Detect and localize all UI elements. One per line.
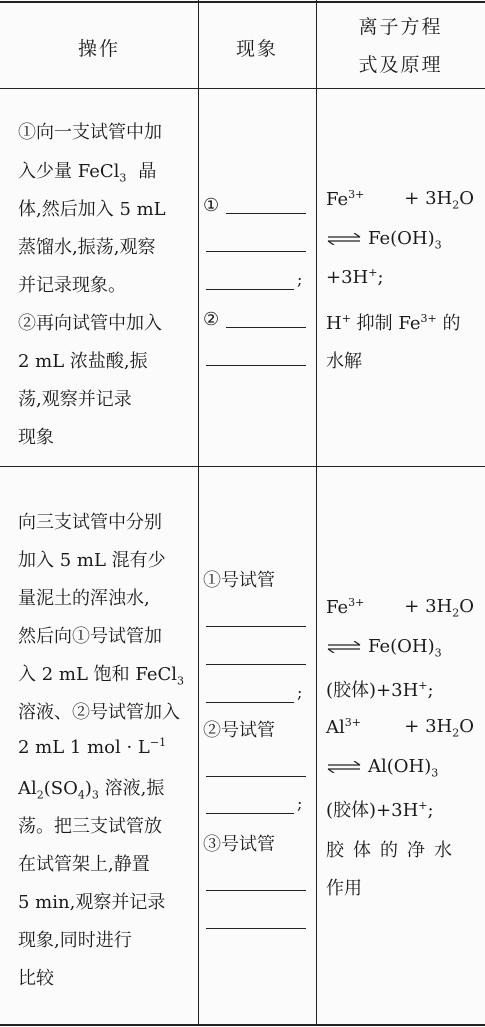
row2-phen-semicolon: ; (297, 794, 303, 813)
row2-equation-line: $Al^{3+}$ + $3H_2O$ (326, 716, 474, 740)
header-operation: 操作 (77, 38, 120, 60)
tube-2-label: ②号试管 (203, 720, 275, 741)
header-principle-line1: 离子方程 (358, 16, 443, 38)
row2-op-line: 然后向①号试管加 (18, 626, 162, 647)
row-divider (0, 466, 485, 467)
row2-principle-text: 胶体的净水 (326, 840, 461, 861)
row1-op-line: 并记录现象。 (18, 275, 126, 296)
equilibrium-arrow-icon (326, 641, 362, 653)
row2-op-line: 比较 (18, 968, 54, 989)
row1-op-line: 入少量 FeCl$_3$ 晶 (18, 161, 157, 185)
answer-blank[interactable] (226, 213, 306, 214)
row2-equation-line: $Fe^{3+}$ + $3H_2O$ (326, 596, 474, 620)
header-principle-line2: 式及原理 (358, 54, 443, 76)
table-bottom-border (0, 1024, 485, 1026)
column-divider-1 (198, 0, 199, 1026)
table-top-border (0, 1, 485, 3)
header-divider (0, 88, 485, 89)
row2-equation-line: $Al(OH)_3$ (326, 756, 438, 780)
tube-3-label: ③号试管 (203, 834, 275, 855)
row2-op-line: 2 mL 1 mol · $L^{-1}$ (18, 736, 167, 758)
row2-op-line: 加入 5 mL 混有少 (18, 550, 166, 571)
header-phenomenon: 现象 (235, 38, 278, 60)
answer-blank[interactable] (206, 776, 306, 777)
row2-equation-line: (胶体)+3H+; (326, 679, 434, 701)
row2-equation-line: $Fe(OH)_3$ (326, 636, 442, 660)
row2-op-line: $Al_2(SO_4)_3$ 溶液,振 (18, 778, 165, 802)
column-divider-2 (316, 0, 317, 1026)
row1-phen-semicolon: ; (297, 270, 303, 289)
row2-principle-text: 作用 (326, 878, 362, 899)
row2-op-line: 溶液、②号试管加入 (18, 702, 180, 723)
row1-principle-text: 水解 (326, 351, 362, 372)
row1-equation-line: +3H+; (326, 266, 384, 288)
row2-phen-semicolon: ; (297, 683, 303, 702)
row2-op-line: 在试管架上,静置 (18, 854, 150, 875)
row2-op-line: 5 min,观察并记录 (18, 892, 166, 913)
tube-1-label: ①号试管 (203, 570, 275, 591)
answer-blank[interactable] (206, 813, 294, 814)
answer-blank[interactable] (226, 327, 306, 328)
answer-blank[interactable] (206, 702, 294, 703)
row2-op-line: 荡。把三支试管放 (18, 816, 162, 837)
row1-op-line: 现象 (18, 427, 54, 448)
row1-equation-line: $Fe(OH)_3$ (326, 228, 442, 252)
answer-blank[interactable] (206, 289, 294, 290)
row1-phen-mark-1: ① (203, 195, 220, 216)
equilibrium-arrow-icon (326, 233, 362, 245)
row1-op-line: 蒸馏水,振荡,观察 (18, 237, 156, 258)
answer-blank[interactable] (206, 251, 306, 252)
row1-op-line: 体,然后加入 5 mL (18, 199, 166, 220)
row1-op-line: 荡,观察并记录 (18, 389, 132, 410)
equilibrium-arrow-icon (326, 761, 362, 773)
row2-op-line: 量泥土的浑浊水, (18, 588, 150, 609)
row1-op-line: 2 mL 浓盐酸,振 (18, 351, 148, 372)
row2-op-line: 现象,同时进行 (18, 930, 132, 951)
row1-op-line: ②再向试管中加入 (18, 313, 162, 334)
answer-blank[interactable] (206, 890, 306, 891)
row2-equation-line: (胶体)+3H+; (326, 799, 434, 821)
row1-phen-mark-2: ② (203, 309, 220, 330)
answer-blank[interactable] (206, 928, 306, 929)
answer-blank[interactable] (206, 626, 306, 627)
row2-op-line: 入 2 mL 饱和 FeCl$_3$ (18, 664, 185, 688)
row1-equation-line: $Fe^{3+}$ + $3H_2O$ (326, 188, 474, 212)
row1-principle-text: H+ 抑制 $Fe^{3+}$ 的 (326, 312, 461, 334)
row2-op-line: 向三支试管中分别 (18, 512, 162, 533)
row1-op-line: ①向一支试管中加 (18, 122, 162, 143)
answer-blank[interactable] (206, 365, 306, 366)
answer-blank[interactable] (206, 664, 306, 665)
